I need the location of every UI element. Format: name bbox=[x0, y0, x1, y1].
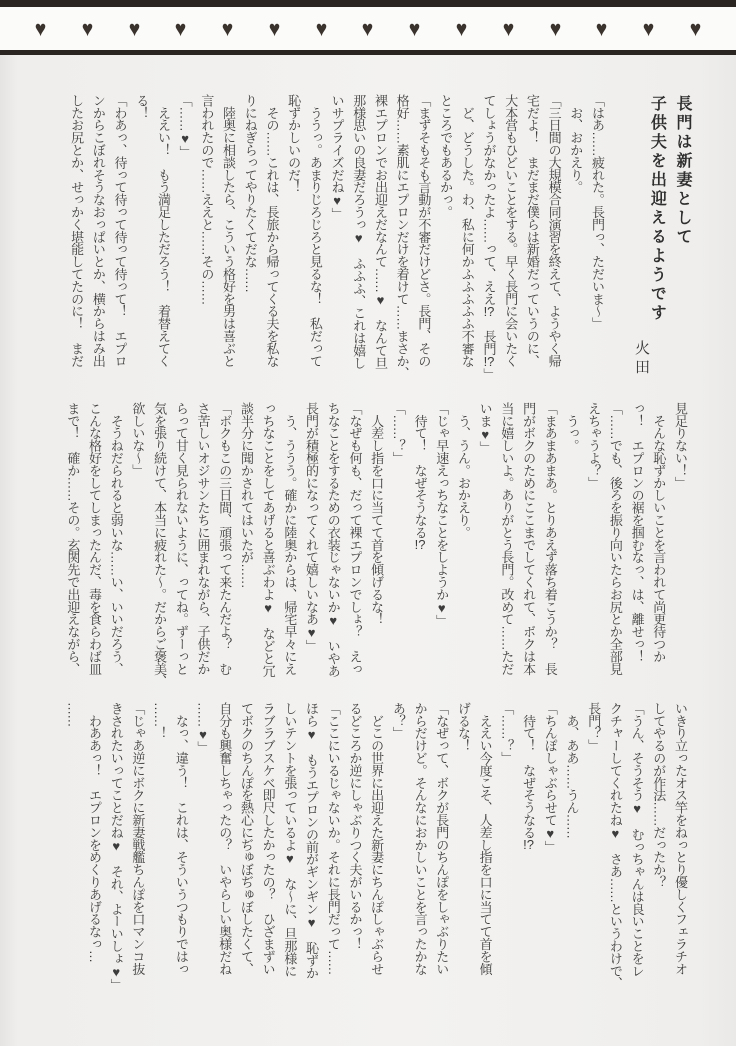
text-column: らって甘く見られないように、ってね。ずーっと bbox=[173, 402, 189, 675]
text-band-3 bbox=[62, 702, 691, 1016]
text-column: 「わあっ、待って待って待って待って！ エプロ bbox=[112, 94, 128, 367]
text-column: ラブラブスケベ即尺したかったの？ ひざまずい bbox=[260, 702, 276, 975]
text-column: あ？」 bbox=[390, 702, 406, 740]
text-column: あ、ああ……うん…… bbox=[564, 702, 580, 839]
text-column: ううっ。あまりじろじろと見るな！ 私だって bbox=[307, 94, 323, 367]
hearts-row bbox=[0, 7, 736, 50]
text-column: いきり立ったオス竿をねっとり優しくフェラチオ bbox=[673, 702, 688, 975]
heart-icon: ♥ bbox=[596, 15, 608, 41]
text-column: 陸奥に相談したら、こういう格好を男は喜ぶと bbox=[221, 94, 237, 367]
text-column: お、おかえり。 bbox=[568, 94, 584, 194]
text-column: 「うん、そうそう♥ むっちゃんは良いことをレ bbox=[629, 702, 645, 977]
text-column: 門がボクのためにここまでしてくれて、ボクは本 bbox=[521, 402, 537, 675]
text-column: りにねぎらってやりたくてだな…… bbox=[242, 94, 258, 293]
text-column: 裸エプロンでお出迎えだなんて……♥ なんて旦 bbox=[372, 94, 388, 369]
page-title bbox=[644, 95, 695, 323]
heart-icon: ♥ bbox=[455, 15, 468, 41]
text-column: てボクのちんぽを熱心にぢゅぼぢゅぼしたくて、 bbox=[238, 702, 254, 975]
text-column: …… bbox=[65, 702, 81, 727]
text-column: うっ。 bbox=[564, 402, 580, 452]
heart-icon: ♥ bbox=[315, 15, 327, 41]
text-column: ……♥」 bbox=[195, 702, 211, 754]
text-column: 「……♥」 bbox=[177, 94, 193, 159]
text-band-1 bbox=[65, 94, 608, 398]
text-column: 欲しいな〜」 bbox=[130, 402, 146, 477]
text-column: 那様思いの良妻だろうっ♥ ふふふ、これは嬉し bbox=[351, 94, 367, 369]
text-column: ど、どうした。わ、私に何かふふふふふ不審な bbox=[459, 94, 475, 367]
text-column: きされたいってことだね♥ それ、よーいしょ♥」 bbox=[108, 702, 124, 992]
text-column: そんな恥ずかしいことを言われて尚更待つか bbox=[651, 402, 667, 663]
text-column: う、ううう。確かに陸奥からは、帰宅早々にえ bbox=[282, 402, 298, 675]
page-title-line-2: 子供夫を出迎えるようです bbox=[648, 95, 666, 323]
text-column: 自分も興奮しちゃったの？ いやらしい奥様だね bbox=[217, 702, 233, 975]
text-column: こんな格好をしてしまったんだ、毒を食らわば皿 bbox=[87, 402, 103, 675]
text-column: 待て！ なぜそうなる!? bbox=[521, 702, 537, 852]
text-column: なっ、違う！ これは、そういうつもりではっ bbox=[173, 702, 189, 975]
text-column: どこの世界に出迎えた新妻にちんぽしゃぶらせ bbox=[369, 702, 385, 975]
text-column: う、うん。おかえり。 bbox=[455, 402, 471, 539]
text-column: 「まずそもそも言動が不審だけどさ。長門、その bbox=[416, 94, 432, 367]
heart-icon: ♥ bbox=[689, 15, 702, 41]
text-column: っ！ エプロンの裾を掴むなっ、は、離せっ！ bbox=[629, 402, 645, 663]
text-column: ちなことをするための衣装じゃないか♥ いやあ bbox=[325, 402, 341, 677]
text-column: ンからこぼれそうなおっぱいとか、横からはみ出 bbox=[90, 94, 106, 367]
text-column: 「……？」 bbox=[499, 702, 515, 765]
text-column: その……これは、長旅から帰ってくる夫を私な bbox=[264, 94, 280, 367]
text-column: 大本営もひどいことをする。早く長門に会いたく bbox=[503, 94, 519, 367]
page-title-line-1: 長門は新妻として bbox=[674, 95, 691, 247]
heart-icon: ♥ bbox=[81, 15, 94, 41]
text-column: 「なぜって、ボクが長門のちんぽをしゃぶりたい bbox=[434, 702, 450, 975]
text-column: ……！ bbox=[152, 702, 168, 740]
heart-icon: ♥ bbox=[175, 15, 187, 41]
top-border-bar bbox=[0, 0, 736, 7]
text-band-2 bbox=[62, 402, 691, 704]
text-column: 「三日間の大規模合同演習を終えて、ようやく帰 bbox=[546, 94, 562, 367]
text-column: る！ bbox=[134, 94, 150, 119]
text-column: まで！ 確か……その。玄関先で出迎えながら、 bbox=[65, 402, 81, 675]
heart-icon: ♥ bbox=[642, 15, 655, 41]
text-column: 待て！ なぜそうなる!? bbox=[412, 402, 428, 552]
text-column: したお尻とか、せっかく堪能してたのに！ まだ bbox=[69, 94, 85, 367]
text-column: ええい今度こそ、人差し指を口に当てて首を傾 bbox=[477, 702, 493, 975]
text-column: いま♥」 bbox=[477, 402, 493, 454]
heart-icon: ♥ bbox=[362, 15, 374, 41]
text-column: 当に嬉しいよ。ありがとう長門。改めて……ただ bbox=[499, 402, 515, 675]
text-column: わああっ！ エプロンをめくりあげるなっ… bbox=[87, 702, 103, 963]
text-column: 「……？」 bbox=[390, 402, 406, 465]
heart-icon: ♥ bbox=[409, 15, 421, 41]
heart-icon: ♥ bbox=[549, 15, 561, 41]
author-name: 火田 bbox=[633, 340, 650, 378]
text-column: 言われたので……ええと……その…… bbox=[199, 94, 215, 305]
text-column: 「じゃ早速えっちなことをしようか♥」 bbox=[434, 402, 450, 628]
text-column: 恥ずかしいのだ！ bbox=[286, 94, 302, 194]
text-column: 気を張り続けて、本当に疲れた〜。だからご褒美、 bbox=[152, 402, 168, 688]
header-divider-line bbox=[0, 50, 736, 55]
text-column: 「ここにいるじゃないか。それに長門だって…… bbox=[325, 702, 341, 975]
text-column: 「なぜも何も、だって裸エプロンでしょ？ えっ bbox=[347, 402, 363, 675]
text-column: っちなことをしてあげると喜ぶわよ♥ などと冗 bbox=[260, 402, 276, 677]
text-column: げるな！ bbox=[455, 702, 471, 752]
heart-icon: ♥ bbox=[268, 15, 281, 41]
text-column: 「まあまあまあ。とりあえず落ち着こうか？ 長 bbox=[542, 402, 558, 675]
text-column: 長門が積極的になってくれて嬉しいなあ♥」 bbox=[304, 402, 320, 653]
text-column: 「……でも、後ろを振り向いたらお尻とか全部見 bbox=[607, 402, 623, 675]
text-column: るどころか逆にしゃぶりつく夫がいるかっ！ bbox=[347, 702, 363, 951]
text-column: 「はあ……疲れた。長門っ、ただいま〜」 bbox=[590, 94, 605, 330]
text-column: からだけど。そんなにおかしいことを言ったかな bbox=[412, 702, 428, 975]
heart-icon: ♥ bbox=[128, 15, 140, 41]
heart-icon: ♥ bbox=[221, 15, 234, 41]
text-column: てしょうがなかったよ……って、ええ!? 長門!?」 bbox=[481, 94, 497, 381]
text-column: クチャーしてくれたね♥ さあ……というわけで、 bbox=[607, 702, 623, 990]
text-column: しいテントを張っているよ♥ な〜に、旦那様に bbox=[282, 702, 298, 977]
text-column: 宅だよ！ まだまだ僕らは新婚だっていうのに、 bbox=[524, 94, 540, 367]
text-column: 長門？」 bbox=[586, 702, 602, 752]
text-column: ところでもあるかっ。 bbox=[438, 94, 454, 219]
text-column: してやるのが作法……だったか？ bbox=[651, 702, 667, 889]
text-column: 見足りない！」 bbox=[673, 402, 688, 489]
text-column: 「じゃあ逆にボクに新妻戦艦ちんぽを口マンコ抜 bbox=[130, 702, 146, 975]
heart-icon: ♥ bbox=[34, 15, 47, 41]
text-column: 格好……素肌にエプロンだけを着けて……まさか、 bbox=[394, 94, 410, 380]
text-column: さ苦しいオジサンたちに囲まれながら、子供だか bbox=[195, 402, 211, 675]
text-column: 「ちんぽしゃぶらせて♥」 bbox=[542, 702, 558, 853]
heart-icon: ♥ bbox=[502, 15, 515, 41]
text-column: えちゃうよ？」 bbox=[586, 402, 602, 489]
text-column: 談半分に聞かされてはいたが…… bbox=[238, 402, 254, 589]
text-column: 「ボクもこの三日間、頑張って来たんだよ？ む bbox=[217, 402, 233, 675]
text-column: ほら♥ もうエプロンの前がギンギン♥ 恥ずか bbox=[304, 702, 320, 979]
text-column: いサプライズだね♥」 bbox=[329, 94, 345, 221]
text-column: ええい！ もう満足しただろう！ 着替えてく bbox=[155, 94, 171, 367]
text-column: そうねだられると弱いな……い、いいだろう、 bbox=[108, 402, 124, 675]
text-column: 人差し指を口に当てて首を傾げるな！ bbox=[369, 402, 385, 626]
